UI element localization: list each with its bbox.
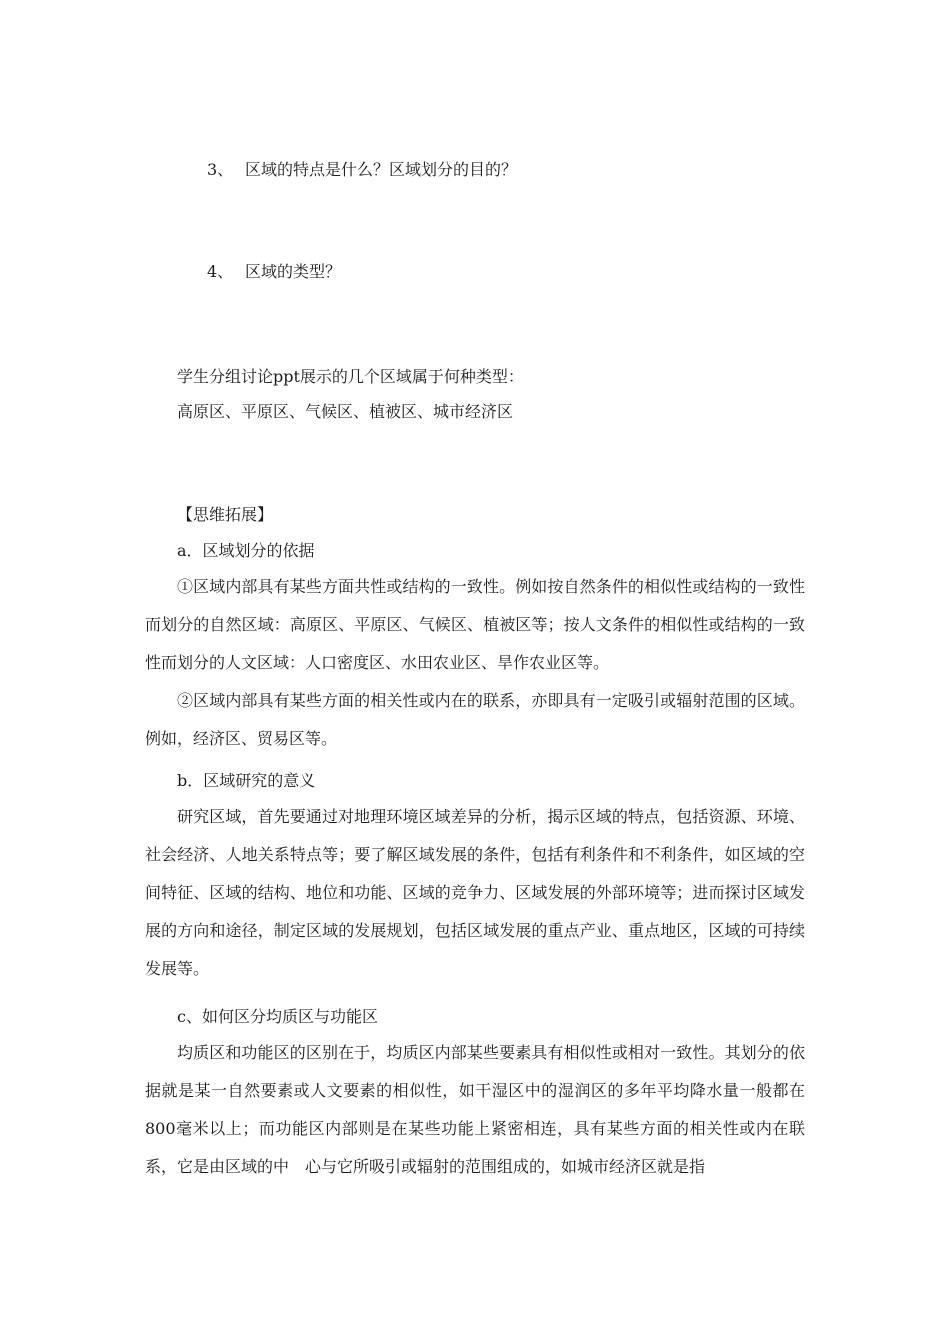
discussion-answer: 高原区、平原区、气候区、植被区、城市经济区 xyxy=(177,402,514,421)
extension-heading: 【思维拓展】 xyxy=(177,505,274,524)
question-3-text: 区域的特点是什么？区域划分的目的？ xyxy=(245,160,518,179)
question-3-number: 3、 xyxy=(207,160,234,179)
section-b-body: 研究区域，首先要通过对地理环境区域差异的分析，揭示区域的特点，包括资源、环境、社会经济、人地关系特点等；要了解区域发展的条件，包括有利条件和不利条件，如区域的空间特征、区域的结构、地位和功能、区域的竞争力、区域发展的外部环境等；进而探讨区域发展的方向和途径，制定区域的发展规划，包括区域发展的重点产业、重点地区，区域的可持续发展等。 xyxy=(145,807,805,978)
section-b-title: b．区域研究的意义 xyxy=(177,771,316,790)
question-4-text: 区域的类型？ xyxy=(245,262,342,281)
section-a-point-1: ①区域内部具有某些方面共性或结构的一致性。例如按自然条件的相似性或结构的一致性而划分的自然区域：高原区、平原区、气候区、植被区等；按人文条件的相似性或结构的一致性而划分的人文区域：人口密度区、水田农业区、旱作农业区等。 xyxy=(145,577,805,672)
discussion-prompt: 学生分组讨论ppt展示的几个区域属于何种类型： xyxy=(177,367,524,386)
section-a-point-2: ②区域内部具有某些方面的相关性或内在的联系，亦即具有一定吸引或辐射范围的区域。例如，经济区、贸易区等。 xyxy=(145,691,805,748)
question-4-number: 4、 xyxy=(207,262,234,281)
section-c-title: c、如何区分均质区与功能区 xyxy=(177,1007,378,1026)
question-3 xyxy=(207,160,517,180)
section-c-body: 均质区和功能区的区别在于，均质区内部某些要素具有相似性或相对一致性。其划分的依据就是某一自然要素或人文要素的相似性，如干湿区中的湿润区的多年平均降水量一般都在800毫米以上；而功能区内部则是在某些功能上紧密相连，具有某些方面的相关性或内在联系，它是由区域的中 心与它所吸引或辐射的范围组成的，如城市经济区就是指 xyxy=(145,1043,805,1176)
section-a-title: a．区域划分的依据 xyxy=(177,541,315,560)
question-4 xyxy=(207,262,341,282)
